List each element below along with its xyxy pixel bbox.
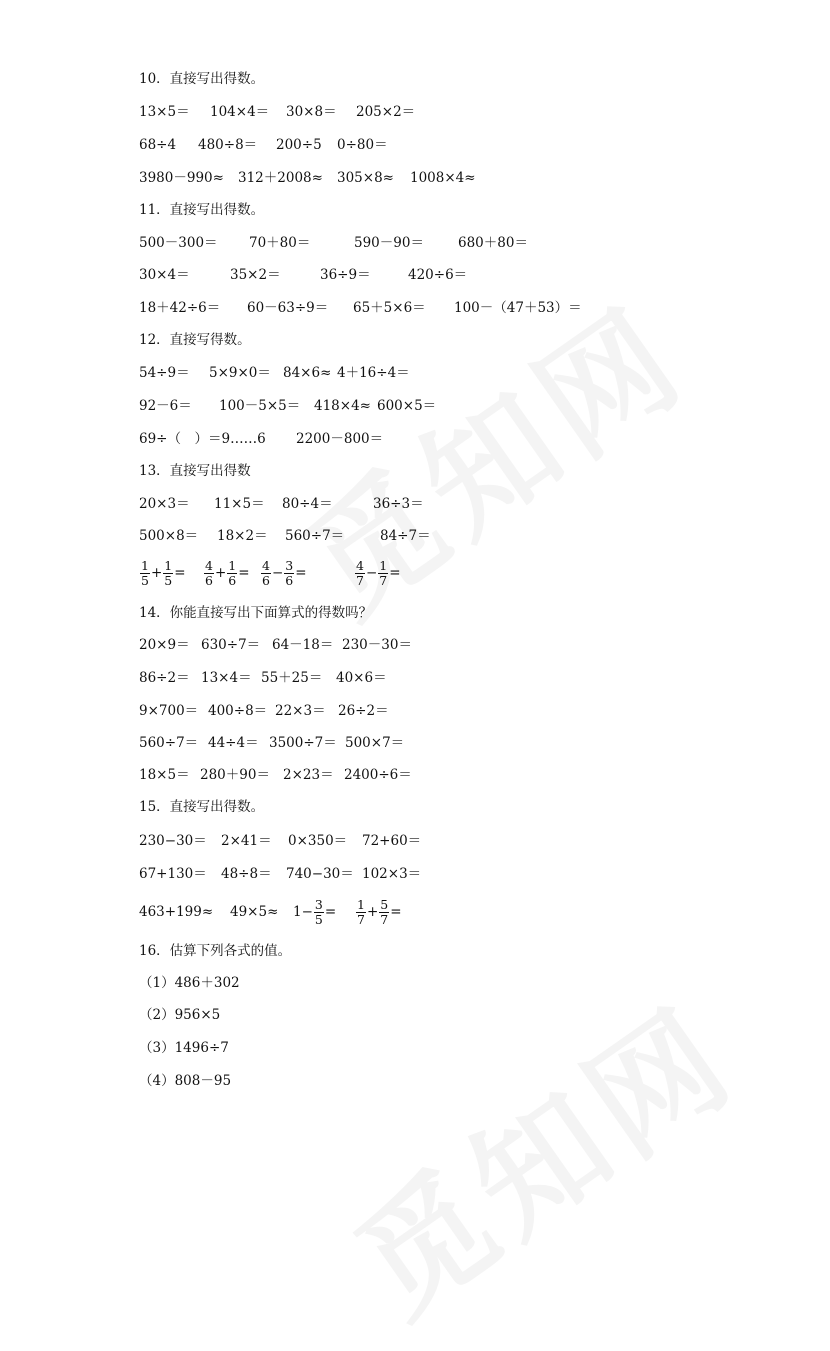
expr: 35×2＝ [230, 267, 281, 283]
question-11-title: 11．直接写出得数。 [139, 202, 265, 218]
expr: 312＋2008≈ [238, 170, 323, 186]
expr: 30×4＝ [139, 267, 190, 283]
fraction: $\frac{4}{6}$ [205, 557, 213, 588]
fraction: $\frac{3}{6}$ [285, 557, 294, 588]
fraction-expr: $\frac{4}{6}$ + $\frac{1}{6}$ = [205, 557, 250, 588]
expr: 2200－800＝ [296, 431, 384, 447]
expr: 65＋5×6＝ [353, 300, 426, 316]
expr: 64－18＝ [272, 637, 334, 653]
expr: 92－6＝ [139, 398, 192, 414]
expr: 560÷7＝ [285, 528, 345, 544]
expr: 2×23＝ [283, 767, 334, 783]
expr: 68÷4 [139, 137, 177, 153]
expr: 13×4＝ [201, 670, 252, 686]
expr: 3980－990≈ [139, 170, 224, 186]
expr: 230−30＝ [139, 833, 207, 849]
q16-item-2: （2）956×5 [139, 1007, 221, 1023]
expr: 72+60＝ [362, 833, 422, 849]
expr: 0×350＝ [288, 833, 348, 849]
expr: 102×3＝ [362, 866, 422, 882]
question-14-title: 14．你能直接写出下面算式的得数吗？ [139, 605, 373, 621]
expr: 80÷4＝ [282, 496, 333, 512]
expr: 20×3＝ [139, 496, 190, 512]
expr: 22×3＝ [275, 703, 326, 719]
expr: 104×4＝ [210, 104, 270, 120]
expr: 680＋80＝ [458, 235, 528, 251]
expr: 11×5＝ [214, 496, 265, 512]
expr: 30×8＝ [286, 104, 337, 120]
expr: 0÷80＝ [337, 137, 388, 153]
expr: 560÷7＝ [139, 735, 199, 751]
fraction-expr: 1− $\frac{3}{5}$ = [293, 896, 337, 927]
expr: 420÷6＝ [408, 267, 468, 283]
expr: 70＋80＝ [249, 235, 311, 251]
fraction: $\frac{4}{7}$ [356, 557, 364, 588]
expr: 18＋42÷6＝ [139, 300, 221, 316]
expr: 69÷（ ）＝9……6 [139, 431, 266, 447]
expr: 463+199≈ [139, 904, 214, 920]
expr: 26÷2＝ [338, 703, 389, 719]
expr: 55＋25＝ [261, 670, 323, 686]
expr: 3500÷7＝ [269, 735, 337, 751]
expr: 4＋16÷4＝ [337, 365, 410, 381]
expr: 49×5≈ [230, 904, 279, 920]
expr: 480÷8＝ [198, 137, 258, 153]
question-13-title: 13．直接写出得数 [139, 463, 251, 479]
expr: 200÷5 [276, 137, 322, 153]
fraction: $\frac{1}{5}$ [164, 557, 173, 588]
expr: 84÷7＝ [380, 528, 431, 544]
watermark-bottom [314, 956, 765, 1350]
fraction-expr: $\frac{4}{7}$ − $\frac{1}{7}$ = [356, 557, 401, 588]
expr: 590－90＝ [354, 235, 424, 251]
expr: 2400÷6＝ [344, 767, 412, 783]
question-10-title: 10．直接写出得数。 [139, 71, 265, 87]
expr: 20×9＝ [139, 637, 190, 653]
expr: 1008×4≈ [410, 170, 476, 186]
expr: 280＋90＝ [200, 767, 270, 783]
expr: 44÷4＝ [208, 735, 259, 751]
expr: 400÷8＝ [208, 703, 268, 719]
expr: 500×7＝ [345, 735, 405, 751]
fraction: $\frac{1}{6}$ [228, 557, 237, 588]
expr: 86÷2＝ [139, 670, 190, 686]
fraction: $\frac{5}{7}$ [380, 896, 389, 927]
expr: 18×2＝ [217, 528, 268, 544]
q16-item-3: （3）1496÷7 [139, 1040, 229, 1056]
expr: 54÷9＝ [139, 365, 190, 381]
expr: 500×8＝ [139, 528, 199, 544]
fraction: $\frac{4}{6}$ [262, 557, 270, 588]
q16-item-4: （4）808－95 [139, 1073, 232, 1089]
expr: 2×41＝ [221, 833, 272, 849]
expr: 9×700＝ [139, 703, 199, 719]
expr: 600×5＝ [377, 398, 437, 414]
q16-item-1: （1）486＋302 [139, 975, 240, 991]
expr: 36÷9＝ [320, 267, 371, 283]
question-15-title: 15．直接写出得数。 [139, 799, 265, 815]
fraction-expr: $\frac{1}{5}$ + $\frac{1}{5}$ = [141, 557, 186, 588]
expr: 630÷7＝ [201, 637, 261, 653]
expr: 67+130＝ [139, 866, 207, 882]
expr: 418×4≈ [314, 398, 371, 414]
expr: 84×6≈ [283, 365, 332, 381]
fraction: $\frac{1}{7}$ [379, 557, 388, 588]
expr: 13×5＝ [139, 104, 190, 120]
expr: 500－300＝ [139, 235, 218, 251]
expr: 48÷8＝ [221, 866, 272, 882]
fraction: $\frac{3}{5}$ [314, 896, 323, 927]
question-16-title: 16．估算下列各式的值。 [139, 943, 292, 959]
expr: 740−30＝ [286, 866, 354, 882]
expr: 305×8≈ [337, 170, 394, 186]
fraction: $\frac{1}{7}$ [357, 896, 365, 927]
expr: 100－5×5＝ [219, 398, 301, 414]
expr: 60－63÷9＝ [247, 300, 329, 316]
expr: 205×2＝ [356, 104, 416, 120]
fraction-expr: $\frac{4}{6}$ − $\frac{3}{6}$ = [262, 557, 307, 588]
expr: 5×9×0＝ [209, 365, 271, 381]
expr: 230－30＝ [342, 637, 412, 653]
expr: 40×6＝ [336, 670, 387, 686]
fraction-expr: $\frac{1}{7}$ + $\frac{5}{7}$ = [357, 896, 402, 927]
expr: 100－（47＋53）＝ [454, 300, 582, 316]
question-12-title: 12．直接写得数。 [139, 332, 251, 348]
fraction: $\frac{1}{5}$ [141, 557, 149, 588]
expr: 36÷3＝ [373, 496, 424, 512]
expr: 18×5＝ [139, 767, 190, 783]
